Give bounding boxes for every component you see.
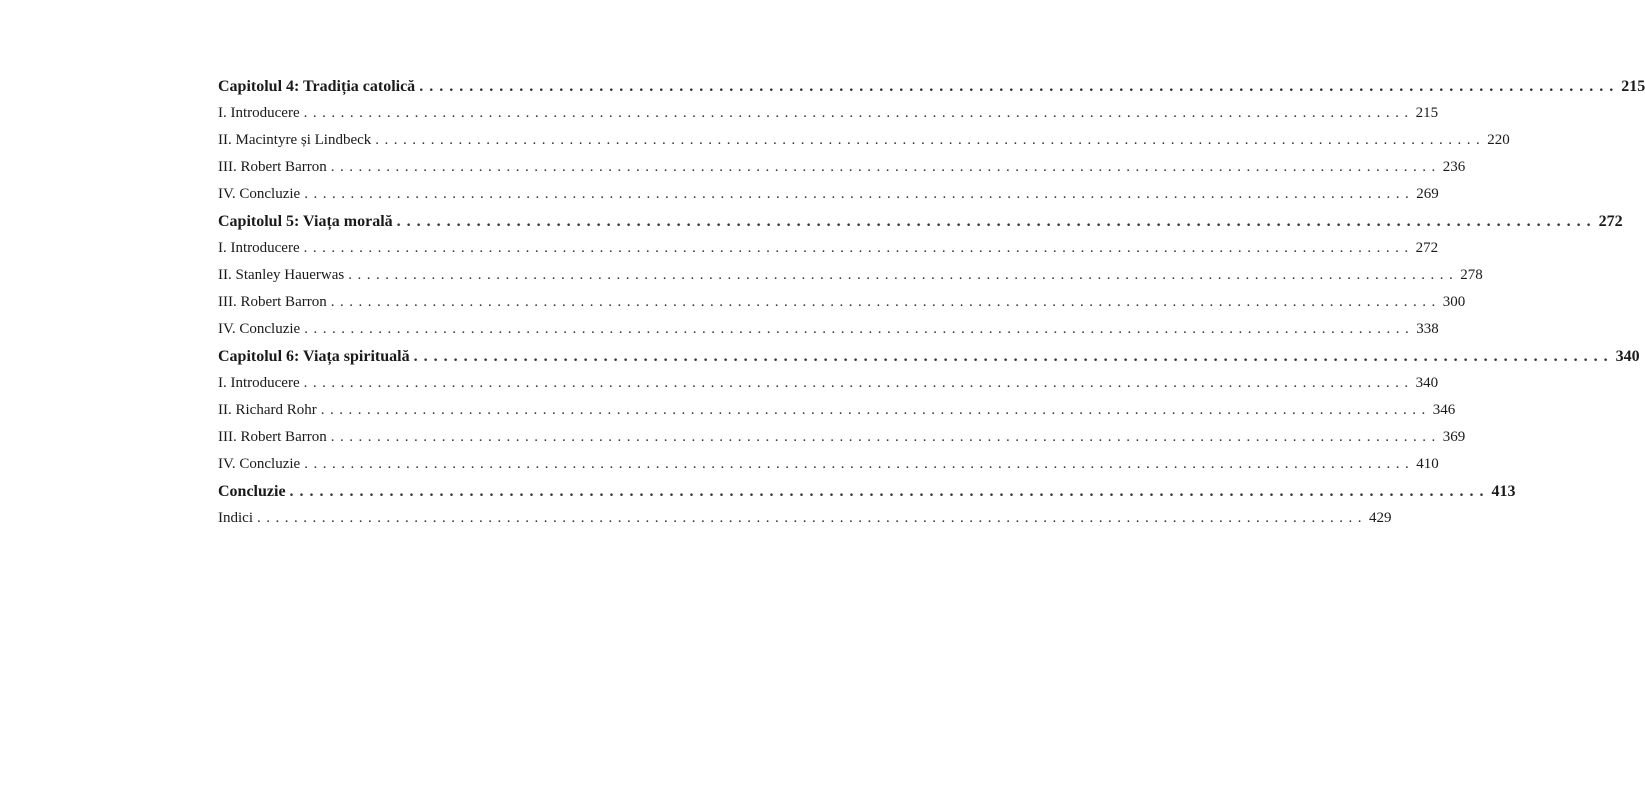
toc-entry-title: II. Macintyre și Lindbeck bbox=[218, 132, 372, 148]
toc-entry-title: Indici bbox=[218, 510, 253, 526]
toc-entry-page-number: 410 bbox=[1416, 456, 1439, 472]
dot-leader: ........................................................................................................................ bbox=[257, 510, 1367, 526]
toc-section-entry bbox=[218, 397, 1456, 424]
toc-entry-title: IV. Concluzie bbox=[218, 186, 301, 202]
toc-entry-title: IV. Concluzie bbox=[218, 456, 301, 472]
toc-entry-page-number: 278 bbox=[1460, 267, 1483, 283]
toc-chapter-entry bbox=[218, 478, 1516, 505]
toc-entry-page-number: 429 bbox=[1369, 510, 1392, 526]
toc-entry-page-number: 272 bbox=[1415, 240, 1439, 256]
toc-section-entry bbox=[218, 424, 1466, 451]
toc-chapter-entry bbox=[218, 343, 1640, 370]
toc-entry-title: I. Introducere bbox=[218, 240, 300, 256]
dot-leader: ........................................................................................................................ bbox=[304, 321, 1415, 337]
toc-section-entry bbox=[218, 127, 1510, 154]
toc-entry-title: Capitolul 5: Viața morală bbox=[218, 213, 393, 230]
dot-leader: ........................................................................................................................ bbox=[304, 186, 1415, 202]
toc-section-entry bbox=[218, 154, 1466, 181]
dot-leader: ........................................................................................................................ bbox=[320, 402, 1431, 418]
toc-entry-page-number: 413 bbox=[1491, 483, 1516, 500]
toc-entry-page-number: 338 bbox=[1416, 321, 1439, 337]
dot-leader: ........................................................................................................................ bbox=[303, 105, 1414, 121]
toc-entry-title: II. Richard Rohr bbox=[218, 402, 317, 418]
toc-chapter-entry bbox=[218, 73, 1645, 100]
toc-entry-page-number: 300 bbox=[1442, 294, 1466, 310]
toc-entry-page-number: 272 bbox=[1598, 213, 1623, 230]
toc-section-entry bbox=[218, 289, 1466, 316]
dot-leader: ........................................................................................................................ bbox=[304, 456, 1415, 472]
toc-entry-title: III. Robert Barron bbox=[218, 429, 327, 445]
toc-entry-page-number: 269 bbox=[1416, 186, 1439, 202]
toc-entry-title: III. Robert Barron bbox=[218, 159, 327, 175]
toc-entry-title: II. Stanley Hauerwas bbox=[218, 267, 345, 283]
dot-leader: ........................................................................................................................ bbox=[396, 213, 1597, 230]
toc-section-entry bbox=[218, 262, 1483, 289]
toc-entry-title: Capitolul 6: Viața spirituală bbox=[218, 348, 410, 365]
toc-entry-title: Concluzie bbox=[218, 483, 286, 500]
dot-leader: ........................................................................................................................ bbox=[348, 267, 1459, 283]
toc-entry-page-number: 236 bbox=[1442, 159, 1466, 175]
dot-leader: ........................................................................................................................ bbox=[413, 348, 1614, 365]
dot-leader: ........................................................................................................................ bbox=[289, 483, 1490, 500]
toc-section-entry bbox=[218, 100, 1439, 127]
table-of-contents bbox=[218, 73, 1645, 532]
toc-chapter-entry bbox=[218, 208, 1623, 235]
toc-entry-page-number: 215 bbox=[1415, 105, 1439, 121]
toc-section-entry bbox=[218, 505, 1392, 532]
toc-section-entry bbox=[218, 451, 1439, 478]
toc-section-entry bbox=[218, 316, 1439, 343]
toc-entry-page-number: 220 bbox=[1487, 132, 1510, 148]
toc-entry-page-number: 346 bbox=[1432, 402, 1456, 418]
dot-leader: ........................................................................................................................ bbox=[375, 132, 1486, 148]
dot-leader: ........................................................................................................................ bbox=[330, 159, 1441, 175]
toc-entry-page-number: 215 bbox=[1621, 78, 1645, 95]
toc-entry-title: I. Introducere bbox=[218, 375, 300, 391]
toc-entry-page-number: 340 bbox=[1615, 348, 1640, 365]
dot-leader: ........................................................................................................................ bbox=[303, 375, 1414, 391]
toc-entry-title: Capitolul 4: Tradiția catolică bbox=[218, 78, 416, 95]
toc-entry-page-number: 369 bbox=[1442, 429, 1466, 445]
dot-leader: ........................................................................................................................ bbox=[330, 294, 1441, 310]
dot-leader: ........................................................................................................................ bbox=[419, 78, 1620, 95]
dot-leader: ........................................................................................................................ bbox=[303, 240, 1414, 256]
toc-entry-title: IV. Concluzie bbox=[218, 321, 301, 337]
toc-section-entry bbox=[218, 370, 1439, 397]
toc-entry-title: I. Introducere bbox=[218, 105, 300, 121]
dot-leader: ........................................................................................................................ bbox=[330, 429, 1441, 445]
toc-entry-title: III. Robert Barron bbox=[218, 294, 327, 310]
toc-section-entry bbox=[218, 235, 1439, 262]
toc-entry-page-number: 340 bbox=[1415, 375, 1439, 391]
toc-section-entry bbox=[218, 181, 1439, 208]
